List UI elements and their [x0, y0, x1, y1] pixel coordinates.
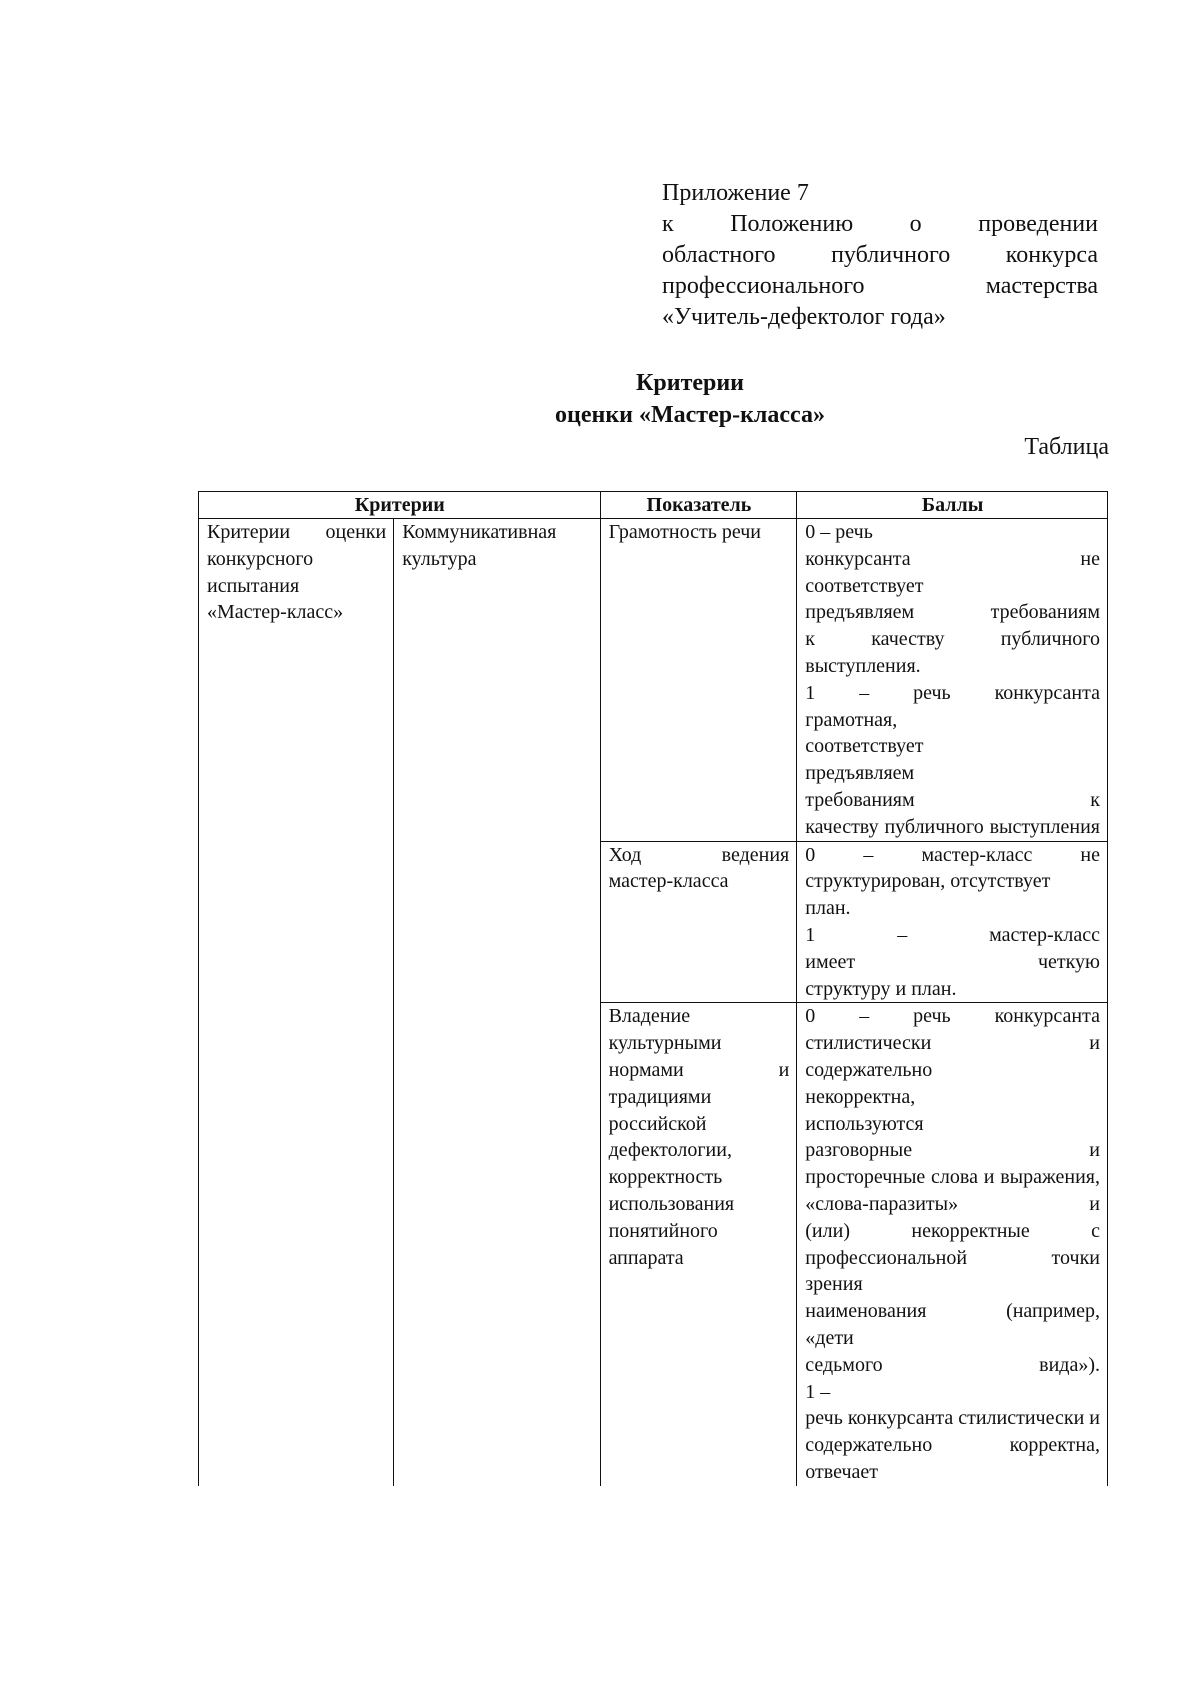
cell-line: содержательно корректна,	[805, 1434, 1100, 1457]
cell-line: Коммуникативная	[402, 521, 557, 543]
cell-line: имеет четкую	[805, 950, 1100, 973]
indicator-text	[609, 842, 790, 896]
cell-line: просторечные слова и выражения,	[805, 1166, 1100, 1189]
appendix-block	[662, 178, 1098, 333]
cell-line: Критерии оценки	[207, 521, 387, 543]
document-title: Критерии	[635, 370, 745, 396]
cell-line: соответствует	[805, 574, 924, 597]
cell-line: Владение	[608, 1005, 691, 1028]
cell-line: грамотная,	[805, 708, 898, 731]
criteria-group-text	[207, 519, 386, 626]
cell-line: качеству публичного выступления	[805, 815, 1100, 838]
cell-line: структуру и план.	[805, 977, 957, 1000]
score-text	[805, 519, 1100, 841]
cell-line: нормами и	[608, 1058, 790, 1081]
cell-line: предъявляем	[805, 762, 915, 785]
appendix-line: к Положению о проведении	[662, 211, 1098, 237]
cell-line: 1 –	[805, 1380, 831, 1403]
cell-line: Ход ведения	[608, 843, 790, 866]
appendix-line: «Учитель-дефектолог года»	[662, 304, 946, 330]
table-label: Таблица	[1024, 434, 1109, 460]
cell-line: речь конкурсанта стилистически и	[805, 1407, 1100, 1430]
cell-line: стилистически и	[805, 1032, 1100, 1055]
cell-line: некорректна,	[805, 1085, 916, 1108]
indicator-text	[609, 1003, 790, 1271]
cell-line: к качеству публичного	[805, 628, 1100, 651]
appendix-line: областного публичного конкурса	[662, 242, 1098, 268]
cell-line: используются	[805, 1112, 924, 1135]
criteria-table	[198, 491, 1108, 1486]
cell-line: понятийного	[608, 1219, 718, 1242]
cell-line: седьмого вида»).	[805, 1353, 1100, 1376]
score-cell	[797, 519, 1108, 842]
appendix-number: Приложение 7	[662, 180, 809, 206]
cell-line: «Мастер-класс»	[207, 601, 344, 624]
cell-line: 1 – мастер-класс	[805, 923, 1100, 946]
cell-line: аппарата	[608, 1246, 684, 1269]
cell-line: конкурсного	[207, 547, 314, 570]
cell-line: предъявляем требованиям	[805, 601, 1100, 624]
score-cell	[797, 1003, 1108, 1486]
cell-line: традициями	[608, 1085, 712, 1108]
criterion-text	[402, 519, 592, 573]
score-text	[805, 842, 1100, 1003]
header-indicator: Показатель	[600, 492, 797, 519]
criterion-cell	[394, 519, 600, 1486]
cell-line: зрения	[805, 1273, 863, 1296]
indicator-cell	[600, 519, 797, 842]
table-row	[199, 519, 1108, 842]
indicator-text	[609, 519, 790, 546]
cell-line: наименования (например,	[805, 1300, 1100, 1323]
criteria-group-cell	[199, 519, 394, 1486]
cell-line: 1 – речь конкурсанта	[805, 681, 1100, 704]
cell-line: конкурсанта не	[805, 547, 1100, 570]
indicator-cell	[600, 1003, 797, 1486]
cell-line: российской	[608, 1112, 707, 1135]
cell-line: структурирован, отсутствует	[805, 870, 1051, 893]
table-header-row	[199, 492, 1108, 519]
cell-line: (или) некорректные с	[805, 1219, 1100, 1242]
header-score: Баллы	[797, 492, 1108, 519]
cell-line: разговорные и	[805, 1139, 1100, 1162]
cell-line: 0 – речь конкурсанта	[805, 1005, 1100, 1028]
cell-line: мастер-класса	[608, 870, 729, 893]
cell-line: требованиям к	[805, 788, 1100, 811]
score-text	[805, 1003, 1100, 1485]
cell-line: содержательно	[805, 1058, 933, 1081]
document-subtitle: оценки «Мастер-класса»	[555, 402, 825, 428]
cell-line: профессиональной точки	[805, 1246, 1100, 1269]
cell-line: «слова-паразиты» и	[805, 1192, 1100, 1215]
cell-line: корректность	[608, 1166, 723, 1189]
cell-line: использования	[608, 1192, 735, 1215]
cell-line: 0 – речь	[805, 521, 873, 543]
header-criteria: Критерии	[199, 492, 601, 519]
score-cell	[797, 841, 1108, 1003]
indicator-cell	[600, 841, 797, 1003]
cell-line: испытания	[207, 574, 300, 597]
cell-line: соответствует	[805, 735, 924, 758]
cell-line: 0 – мастер-класс не	[805, 843, 1100, 866]
cell-line: выступления.	[805, 654, 921, 677]
appendix-line: профессионального мастерства	[662, 273, 1098, 299]
cell-line: «дети	[805, 1326, 854, 1349]
cell-line: план.	[805, 897, 851, 920]
cell-line: Грамотность речи	[608, 521, 761, 543]
cell-line: культурными	[608, 1032, 722, 1055]
cell-line: дефектологии,	[608, 1139, 732, 1162]
cell-line: отвечает	[805, 1460, 878, 1483]
cell-line: культура	[402, 547, 477, 570]
